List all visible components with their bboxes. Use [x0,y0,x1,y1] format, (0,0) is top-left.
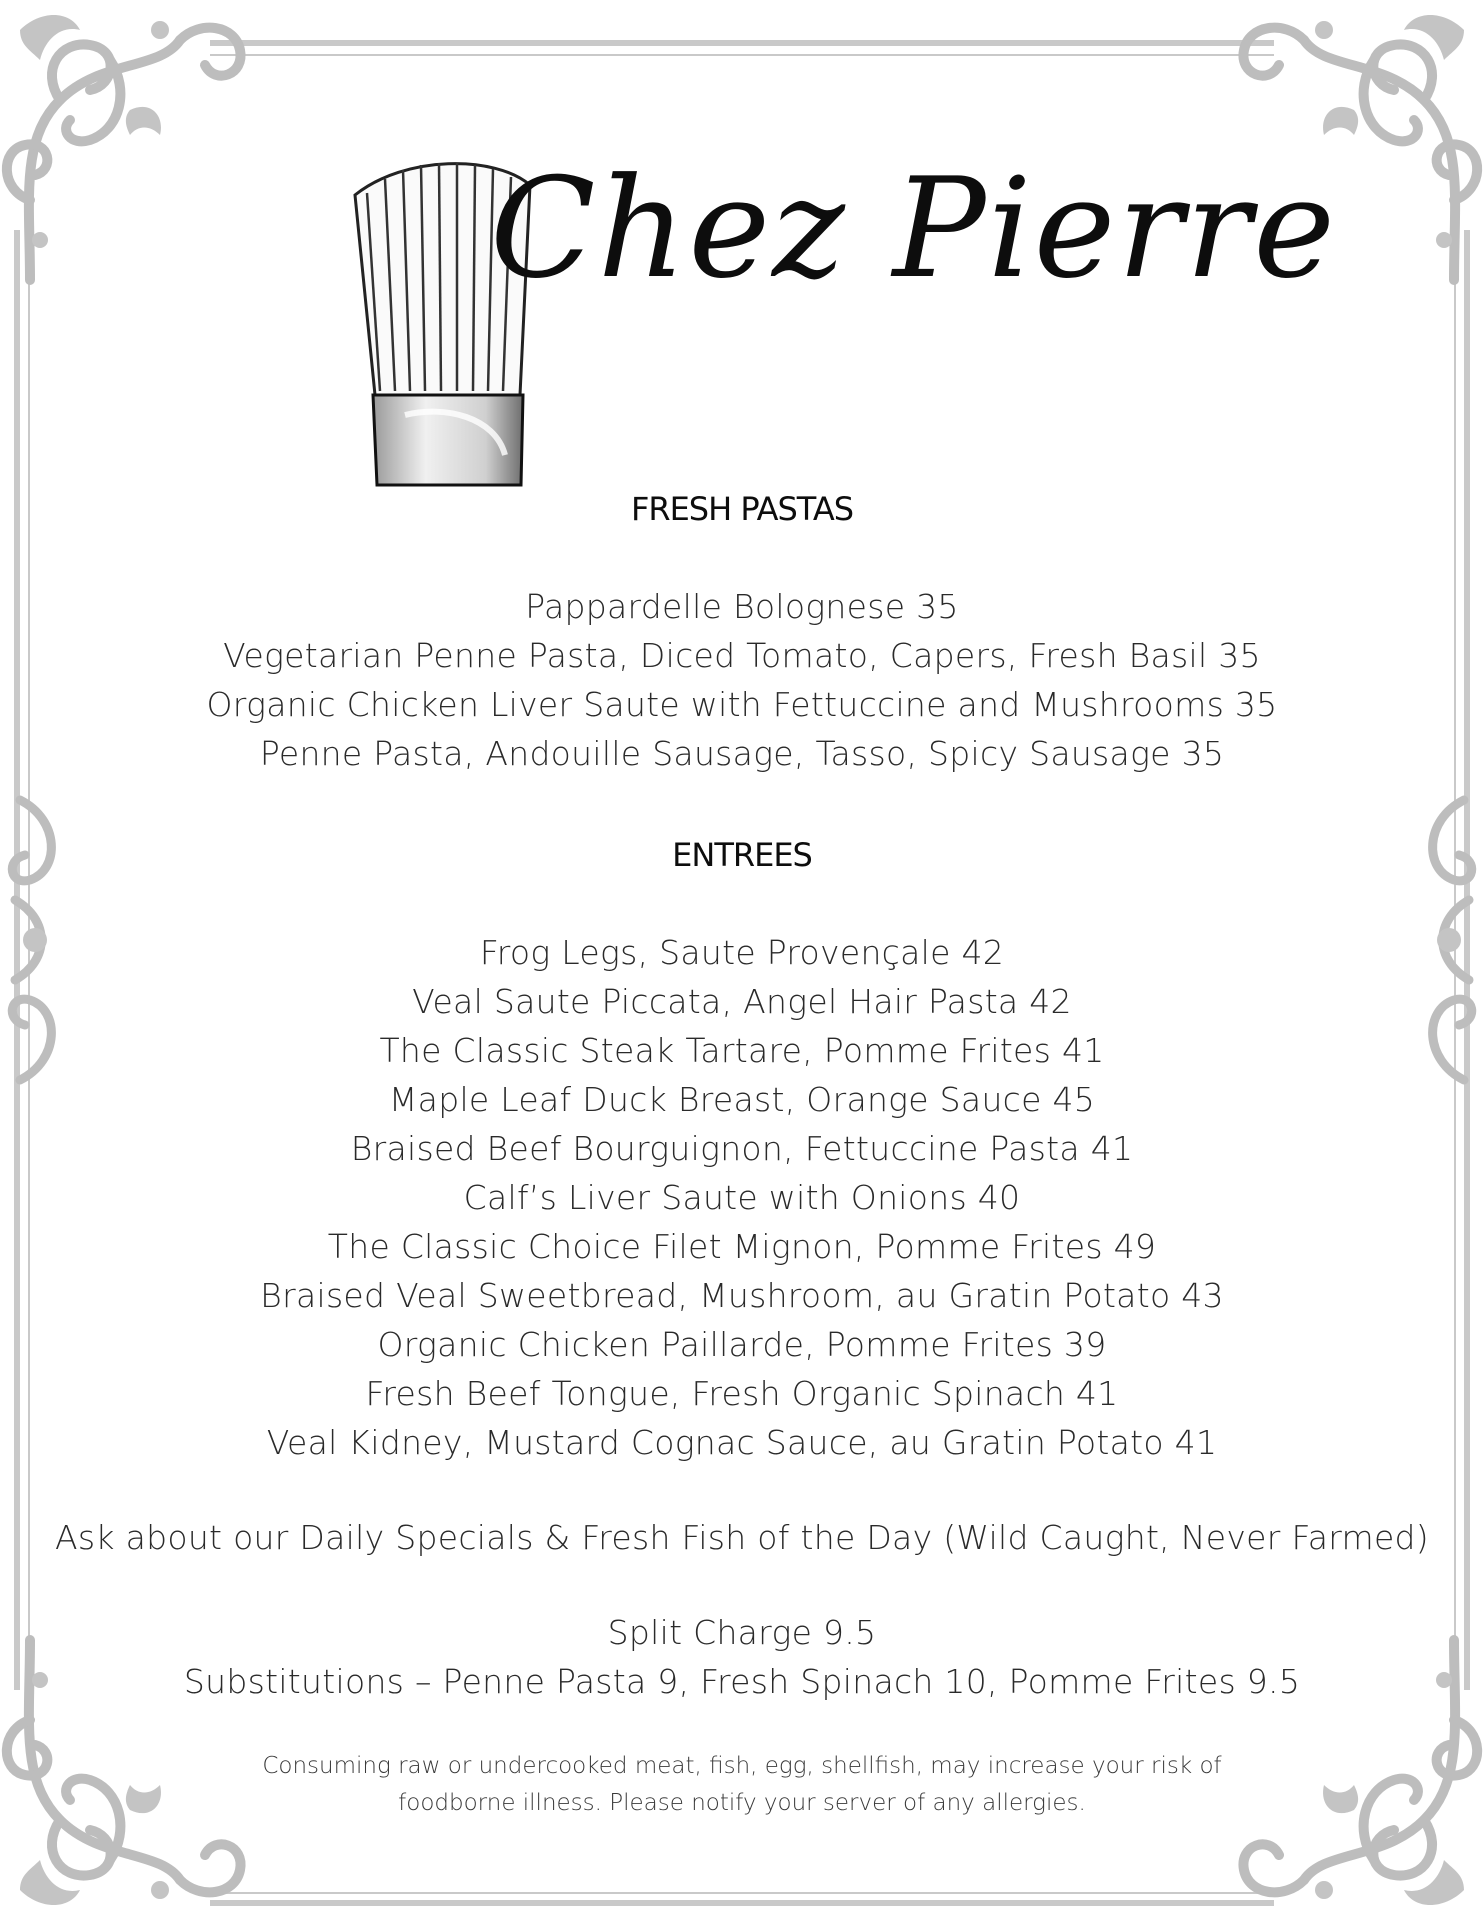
menu-item: Veal Saute Piccata, Angel Hair Pasta 42 [412,982,1072,1021]
menu-item: Penne Pasta, Andouille Sausage, Tasso, Spicy Sausage 35 [259,734,1225,773]
restaurant-logo-title: Chez Pierre [490,148,1337,309]
frame-border-bottom-inner [210,1892,1274,1894]
menu-item: The Classic Steak Tartare, Pomme Frites 41 [379,1031,1105,1070]
split-charge: Split Charge 9.5 [607,1613,877,1652]
menu-item: Organic Chicken Liver Saute with Fettuccine and Mushrooms 35 [206,685,1278,724]
substitutions: Substitutions – Penne Pasta 9, Fresh Spinach 10, Pomme Frites 9.5 [183,1662,1301,1701]
daily-specials-note: Ask about our Daily Specials & Fresh Fish of the Day (Wild Caught, Never Farmed) [55,1518,1429,1557]
menu-item: Calf’s Liver Saute with Onions 40 [463,1178,1021,1217]
entrees-list [0,928,1484,1467]
menu-item: Frog Legs, Saute Provençale 42 [479,933,1005,972]
menu-item: Vegetarian Penne Pasta, Diced Tomato, Capers, Fresh Basil 35 [223,636,1261,675]
section-title-fresh-pastas: FRESH PASTAS [630,490,854,528]
menu-item: Veal Kidney, Mustard Cognac Sauce, au Gratin Potato 41 [266,1423,1218,1462]
disclaimer-line: foodborne illness. Please notify your server of any allergies. [398,1790,1086,1816]
menu-item: Maple Leaf Duck Breast, Orange Sauce 45 [388,1080,1096,1119]
fresh-pastas-list [0,582,1484,778]
section-title-entrees: ENTREES [672,836,812,874]
frame-border-bottom [210,1900,1274,1906]
health-disclaimer [242,1748,1242,1822]
menu-item: Fresh Beef Tongue, Fresh Organic Spinach 41 [365,1374,1119,1413]
disclaimer-line: Consuming raw or undercooked meat, fish, egg, shellfish, may increase your risk of [262,1753,1222,1779]
menu-item: Braised Beef Bourguignon, Fettuccine Pasta 41 [350,1129,1134,1168]
extras-list [0,1608,1484,1706]
menu-item: Braised Veal Sweetbread, Mushroom, au Gratin Potato 43 [260,1276,1224,1315]
frame-border-top [210,40,1274,46]
menu-item: The Classic Choice Filet Mignon, Pomme Frites 49 [327,1227,1157,1266]
menu-content [0,490,1484,1822]
frame-border-top-inner [210,54,1274,56]
menu-item: Organic Chicken Paillarde, Pomme Frites 39 [377,1325,1107,1364]
corner-ornament-icon [0,0,260,300]
menu-item: Pappardelle Bolognese 35 [525,587,959,626]
